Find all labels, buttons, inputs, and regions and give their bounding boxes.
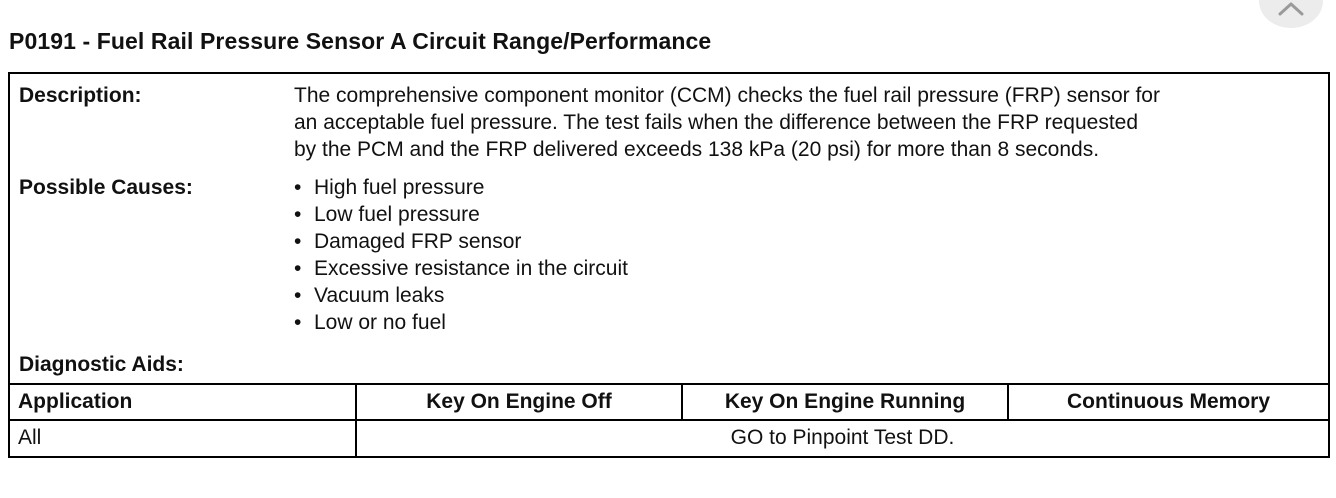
list-item: • High fuel pressure	[294, 176, 485, 199]
diagnostic-aids-row	[19, 351, 184, 378]
possible-causes-list	[294, 174, 628, 336]
description-label: Description:	[19, 84, 142, 107]
column-header-application: Application	[18, 390, 133, 413]
bullet-icon: •	[294, 284, 302, 307]
description-row	[19, 82, 1160, 161]
description-line: an acceptable fuel pressure. The test fails when the difference between the FRP requested	[294, 111, 1139, 134]
description-text	[294, 82, 1324, 163]
bullet-icon: •	[294, 257, 302, 280]
list-item: • Damaged FRP sensor	[294, 230, 522, 253]
list-item: • Vacuum leaks	[294, 284, 445, 307]
bullet-icon: •	[294, 230, 302, 253]
close-icon	[1278, 2, 1304, 16]
list-item: • Low or no fuel	[294, 311, 446, 334]
column-header-koeo: Key On Engine Off	[426, 390, 612, 413]
possible-causes-label: Possible Causes:	[19, 176, 193, 199]
bullet-icon: •	[294, 203, 302, 226]
bullet-icon: •	[294, 311, 302, 334]
table-cell-application: All	[18, 426, 42, 449]
bullet-icon: •	[294, 176, 302, 199]
description-line: by the PCM and the FRP delivered exceeds 138 kPa (20 psi) for more than 8 seconds.	[294, 138, 1100, 161]
list-item: • Excessive resistance in the circuit	[294, 257, 628, 280]
column-header-koer: Key On Engine Running	[724, 390, 966, 413]
dtc-info-table	[8, 72, 1330, 458]
column-header-continuous-memory: Continuous Memory	[1067, 390, 1270, 413]
table-cell-action: GO to Pinpoint Test DD.	[730, 426, 955, 449]
list-item: • Low fuel pressure	[294, 203, 480, 226]
diagnostic-aids-label: Diagnostic Aids:	[19, 353, 184, 376]
possible-causes-row	[19, 174, 628, 334]
page-title: P0191 - Fuel Rail Pressure Sensor A Circuit Range/Performance	[9, 28, 712, 54]
description-line: The comprehensive component monitor (CCM) checks the fuel rail pressure (FRP) sensor for	[294, 84, 1160, 107]
close-button[interactable]	[1259, 0, 1323, 28]
